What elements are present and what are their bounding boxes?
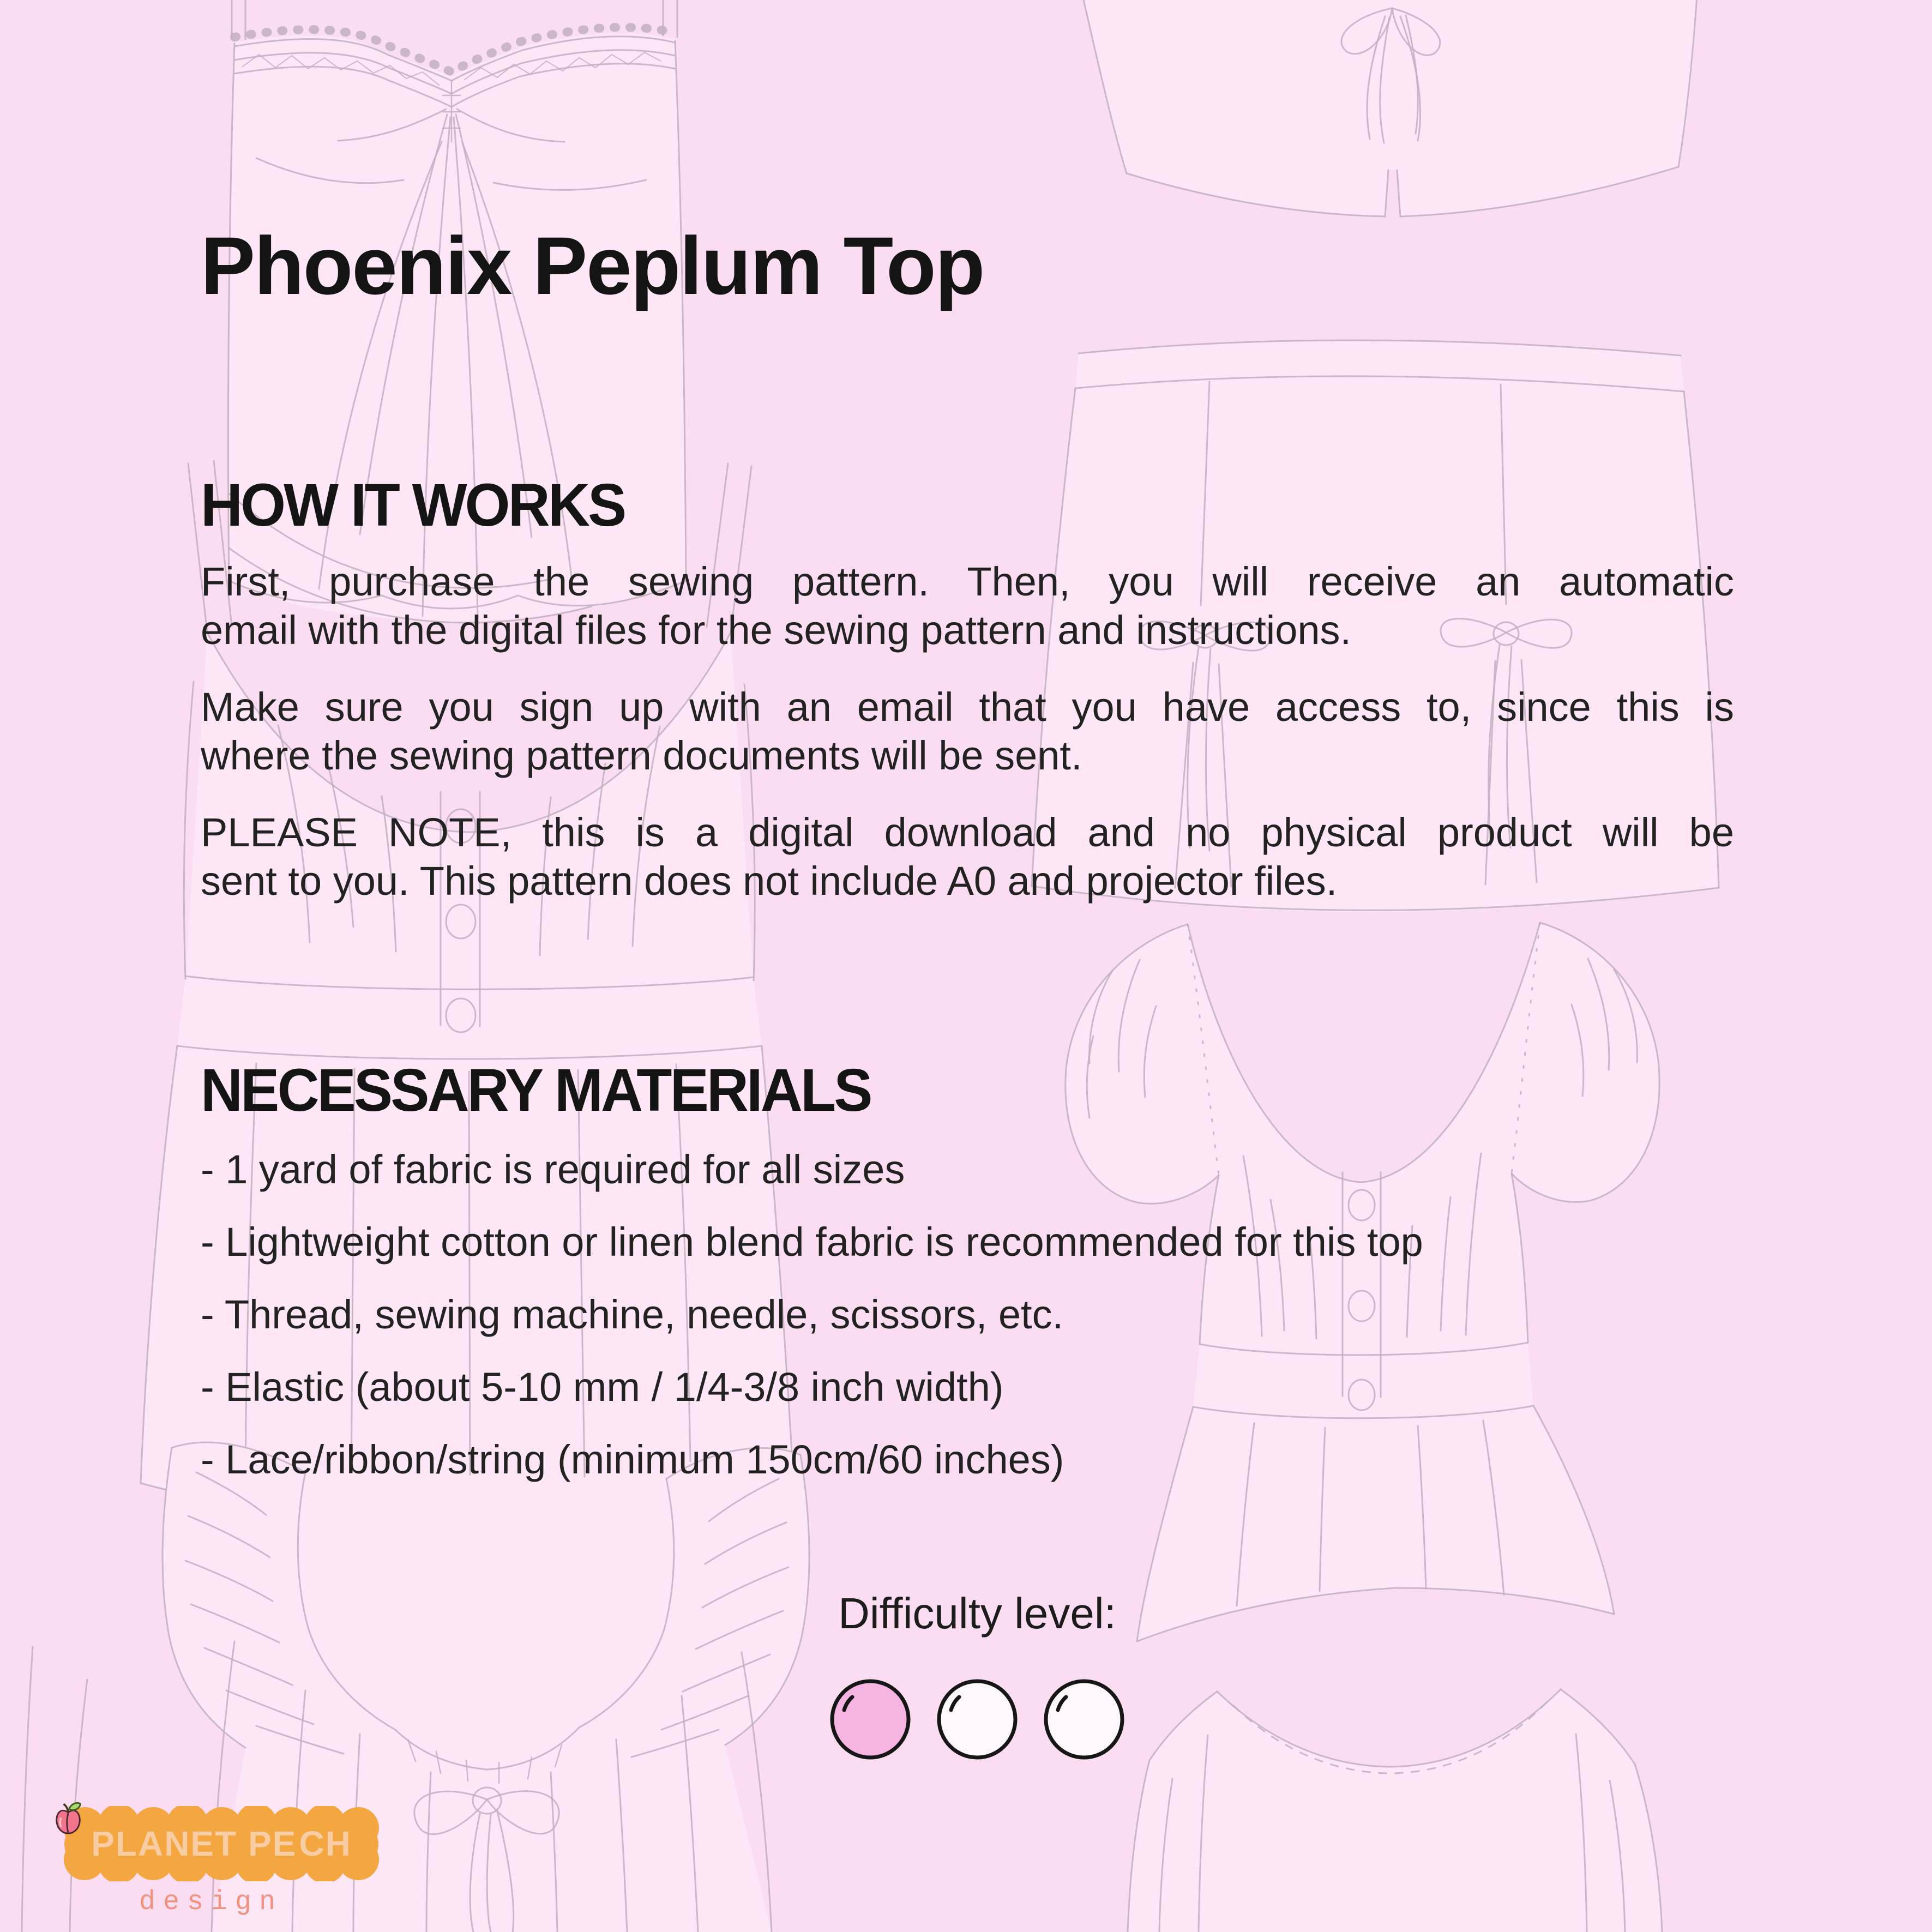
materials-list xyxy=(201,1145,1782,1508)
paragraph-line: sent to you. This pattern does not include A0 and projector files. xyxy=(201,858,1338,904)
difficulty-section xyxy=(770,1588,1184,1760)
back-view-top-illustration xyxy=(1128,1689,1662,1932)
material-item-fabric-yardage: - 1 yard of fabric is required for all sizes xyxy=(201,1147,905,1192)
paragraph-line: First, purchase the sewing pattern. Then, you will receive an automatic xyxy=(201,559,1734,604)
paragraph-line: PLEASE NOTE, this is a digital download and no physical product will be xyxy=(201,810,1734,855)
difficulty-dot-fill xyxy=(939,1681,1015,1758)
paragraph-please-note xyxy=(201,808,1734,905)
difficulty-label: Difficulty level: xyxy=(838,1589,1116,1638)
paragraph-email xyxy=(201,683,1734,780)
peach-icon xyxy=(53,1802,83,1835)
paragraph-line: where the sewing pattern documents will be sent. xyxy=(201,733,1082,778)
brand-text-left: PLANET PE xyxy=(91,1824,297,1863)
difficulty-dot-fill xyxy=(832,1681,908,1758)
brand-text-right: CH xyxy=(299,1824,352,1863)
difficulty-dot-1 xyxy=(829,1678,911,1760)
difficulty-dot-2 xyxy=(936,1678,1018,1760)
logo-wordmark xyxy=(55,1806,388,1881)
difficulty-dot-3 xyxy=(1043,1678,1125,1760)
logo-subtitle: design xyxy=(139,1887,284,1918)
paragraph-line: email with the digital files for the sewing pattern and instructions. xyxy=(201,607,1352,653)
material-item-lace-ribbon: - Lace/ribbon/string (minimum 150cm/60 inches) xyxy=(201,1437,1064,1482)
paragraph-purchase xyxy=(201,557,1734,654)
how-it-works-paragraphs xyxy=(201,557,1734,934)
planet-peach-logo xyxy=(55,1806,404,1916)
material-item-tools: - Thread, sewing machine, needle, scissors, etc. xyxy=(201,1292,1064,1337)
material-item-fabric-type: - Lightweight cotton or linen blend fabric is recommended for this top xyxy=(201,1219,1423,1265)
section-heading-necessary-materials: NECESSARY MATERIALS xyxy=(201,1057,871,1124)
material-item-elastic: - Elastic (about 5-10 mm / 1/4-3/8 inch width) xyxy=(201,1364,1004,1410)
difficulty-dots xyxy=(770,1678,1184,1760)
paragraph-line: Make sure you sign up with an email that you have access to, since this is xyxy=(201,684,1734,730)
page-title: Phoenix Peplum Top xyxy=(201,220,984,311)
section-heading-how-it-works: HOW IT WORKS xyxy=(201,472,625,539)
tie-front-top-illustration xyxy=(1082,0,1697,216)
difficulty-dot-fill xyxy=(1046,1681,1122,1758)
